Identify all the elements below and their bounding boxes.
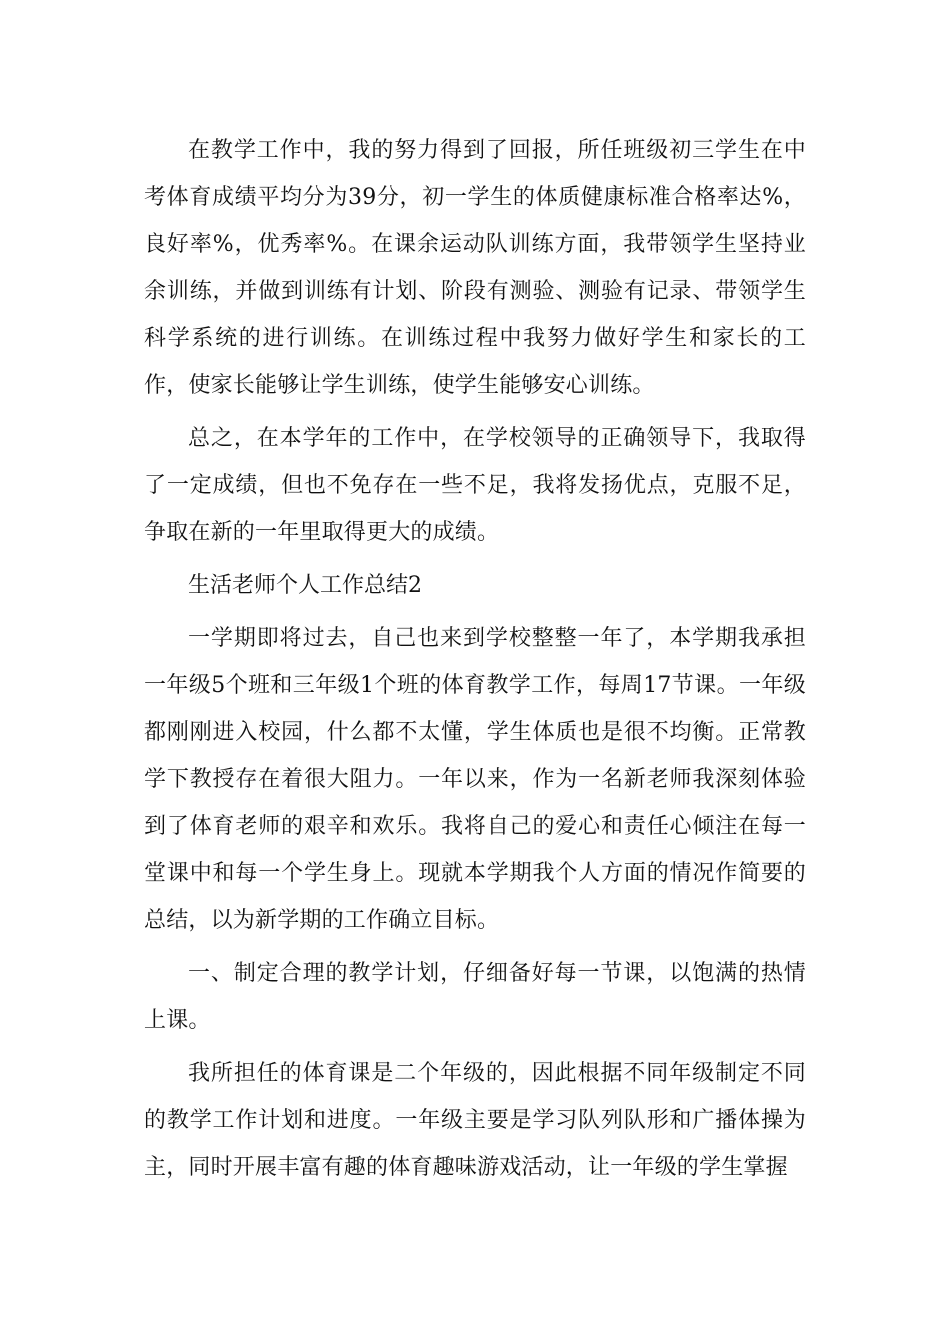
paragraph-point-one: 一、制定合理的教学计划，仔细备好每一节课，以饱满的热情上课。: [144, 961, 806, 1033]
section-title: 生活老师个人工作总结2: [188, 573, 422, 598]
paragraph-teaching-plan: 我所担任的体育课是二个年级的，因此根据不同年级制定不同的教学工作计划和进度。一年级主要是学习队列队形和广播体操为主，同时开展丰富有趣的体育趣味游戏活动，让一年级的学生掌握: [144, 1061, 806, 1180]
paragraph-teaching-results: 在教学工作中，我的努力得到了回报，所任班级初三学生在中考体育成绩平均分为39分，初一学生的体质健康标准合格率达%，良好率%，优秀率%。在课余运动队训练方面，我带领学生坚持业余训练，并做到训练有计划、阶段有测验、测验有记录、带领学生科学系统的进行训练。在训练过程中我努力做好学生和家长的工作，使家长能够让学生训练，使学生能够安心训练。: [144, 138, 806, 398]
paragraph-summary: 总之，在本学年的工作中，在学校领导的正确领导下，我取得了一定成绩，但也不免存在一些不足，我将发扬优点，克服不足，争取在新的一年里取得更大的成绩。: [144, 426, 806, 545]
paragraph-semester-intro: 一学期即将过去，自己也来到学校整整一年了，本学期我承担一年级5个班和三年级1个班的体育教学工作，每周17节课。一年级都刚刚进入校园，什么都不太懂，学生体质也是很不均衡。正常教学下教授存在着很大阻力。一年以来，作为一名新老师我深刻体验到了体育老师的艰辛和欢乐。我将自己的爱心和责任心倾注在每一堂课中和每一个学生身上。现就本学期我个人方面的情况作简要的总结，以为新学期的工作确立目标。: [144, 626, 806, 933]
document-body: [144, 127, 806, 1197]
